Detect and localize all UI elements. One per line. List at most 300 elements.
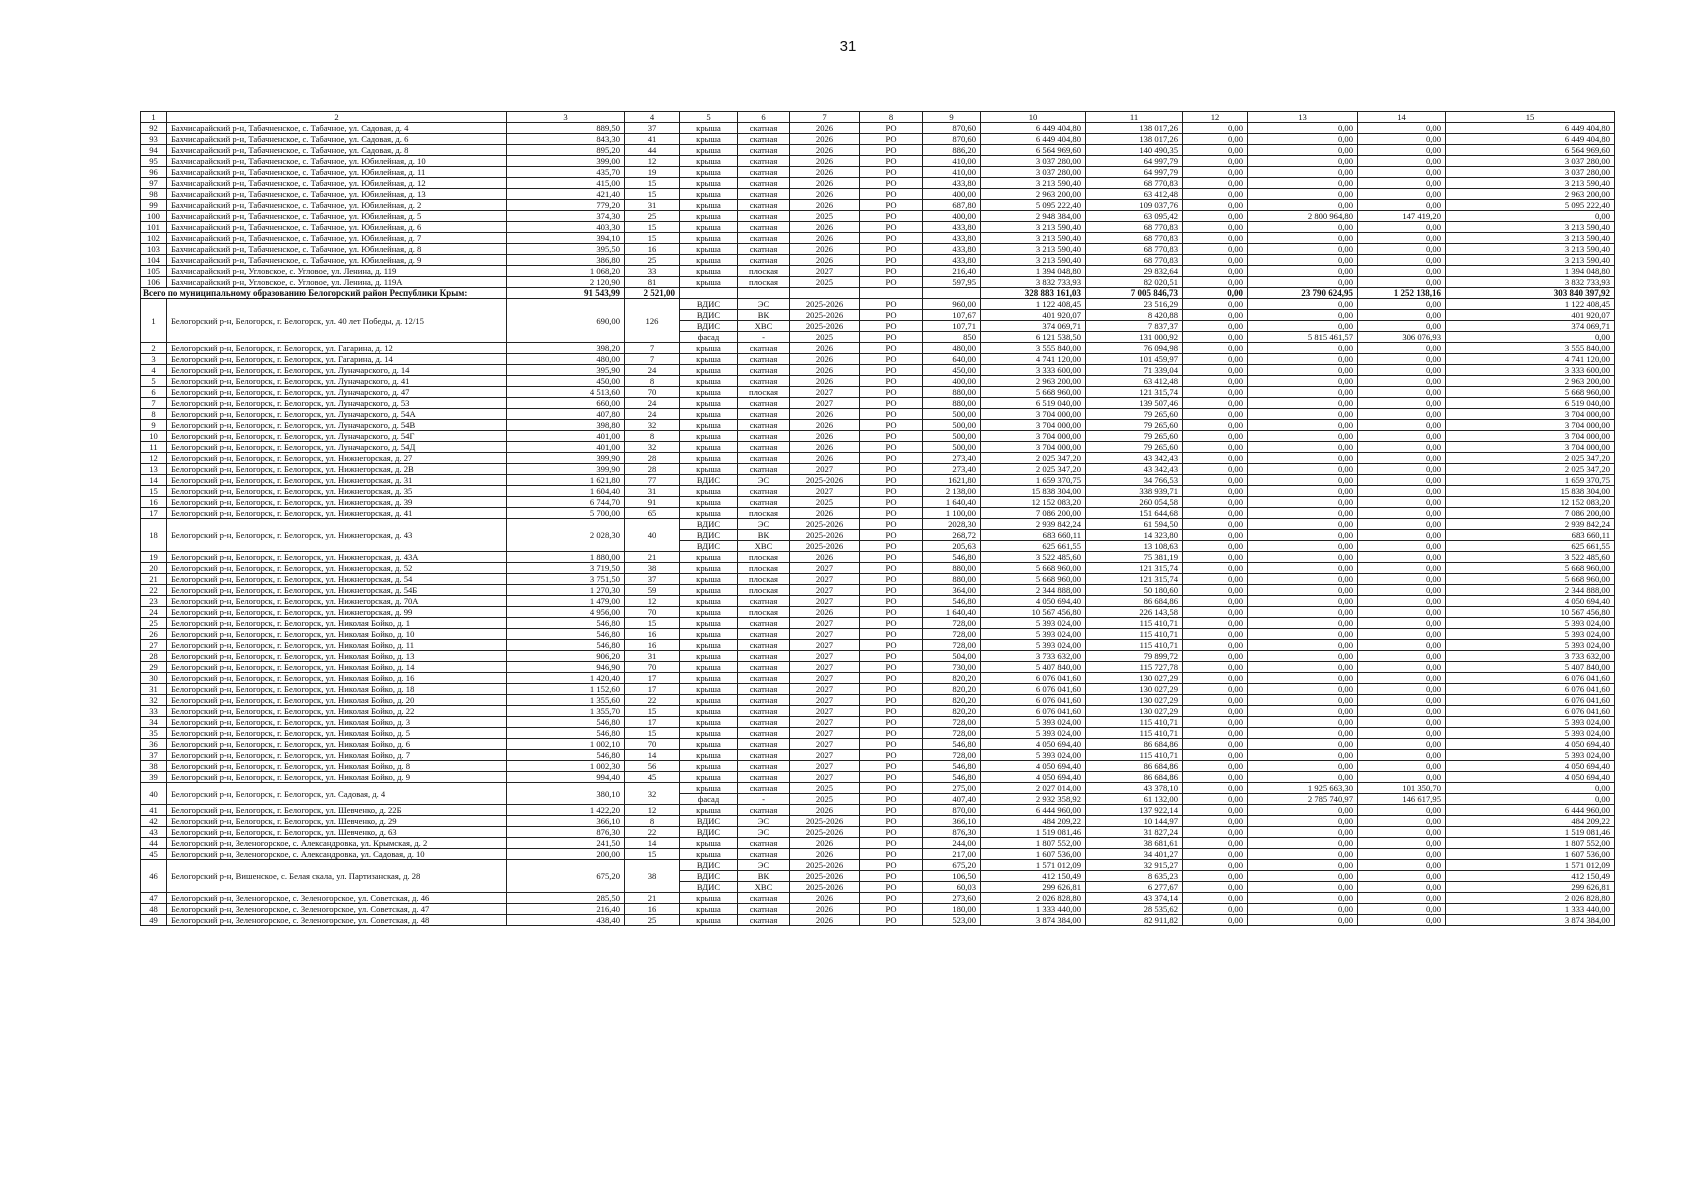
building-address: Бахчисарайский р-н, Табачненское, с. Табачное, ул. Садовая, д. 8 <box>167 145 507 156</box>
building-area: 421,40 <box>507 189 625 200</box>
fund-cost: 0,00 <box>1183 431 1248 442</box>
work-period: 2025-2026 <box>790 860 860 871</box>
work-subtype: скатная <box>738 244 790 255</box>
column-header: 5 <box>680 112 738 123</box>
table-row <box>141 255 1615 266</box>
work-type: крыша <box>680 607 738 618</box>
total-cost: 484 209,22 <box>981 816 1086 827</box>
volume: 546,80 <box>923 761 981 772</box>
work-subtype: скатная <box>738 805 790 816</box>
total-cost: 1 807 552,00 <box>981 838 1086 849</box>
owner-cost: 3 213 590,40 <box>1446 178 1615 189</box>
fund-cost: 0,00 <box>1183 299 1248 310</box>
total-cost: 3 733 632,00 <box>981 651 1086 662</box>
table-row <box>141 651 1615 662</box>
work-subtype: скатная <box>738 838 790 849</box>
row-number: 105 <box>141 266 167 277</box>
federal-cost: 0,00 <box>1248 486 1358 497</box>
volume: 728,00 <box>923 717 981 728</box>
work-subtype: ЭС <box>738 860 790 871</box>
regional-cost: 0,00 <box>1358 365 1446 376</box>
work-subtype: скатная <box>738 684 790 695</box>
work-subtype: скатная <box>738 662 790 673</box>
row-number: 6 <box>141 387 167 398</box>
row-number: 10 <box>141 431 167 442</box>
work-period: 2025 <box>790 794 860 805</box>
table-row <box>141 233 1615 244</box>
regional-cost: 0,00 <box>1358 277 1446 288</box>
table-row <box>141 728 1615 739</box>
funding-source: РО <box>860 761 923 772</box>
building-area: 407,80 <box>507 409 625 420</box>
federal-cost: 0,00 <box>1248 387 1358 398</box>
work-type: крыша <box>680 783 738 794</box>
supervision-cost: 68 770,83 <box>1086 233 1183 244</box>
work-period: 2026 <box>790 431 860 442</box>
table-row <box>141 431 1615 442</box>
building-address: Бахчисарайский р-н, Табачненское, с. Табачное, ул. Юбилейная, д. 8 <box>167 244 507 255</box>
table-row <box>141 453 1615 464</box>
supervision-cost: 13 108,63 <box>1086 541 1183 552</box>
fund-cost: 0,00 <box>1183 574 1248 585</box>
regional-cost: 0,00 <box>1358 266 1446 277</box>
volume: 410,00 <box>923 167 981 178</box>
total-cost: 5 393 024,00 <box>981 750 1086 761</box>
row-number: 27 <box>141 640 167 651</box>
residents-count: 15 <box>625 728 680 739</box>
supervision-cost: 61 594,50 <box>1086 519 1183 530</box>
federal-cost: 0,00 <box>1248 442 1358 453</box>
regional-cost: 0,00 <box>1358 145 1446 156</box>
row-number: 26 <box>141 629 167 640</box>
work-type: крыша <box>680 244 738 255</box>
total-cost: 2 025 347,20 <box>981 464 1086 475</box>
total-cost: 2 344 888,00 <box>981 585 1086 596</box>
funding-source: РО <box>860 717 923 728</box>
building-area: 1 420,40 <box>507 673 625 684</box>
regional-cost: 0,00 <box>1358 244 1446 255</box>
work-period: 2025 <box>790 497 860 508</box>
work-type: крыша <box>680 189 738 200</box>
row-number: 14 <box>141 475 167 486</box>
residents-count: 12 <box>625 805 680 816</box>
regional-cost: 0,00 <box>1358 519 1446 530</box>
fund-cost: 0,00 <box>1183 838 1248 849</box>
volume: 504,00 <box>923 651 981 662</box>
federal-cost: 0,00 <box>1248 365 1358 376</box>
building-area: 438,40 <box>507 915 625 926</box>
regional-cost: 0,00 <box>1358 772 1446 783</box>
building-address: Белогорский р-н, Белогорск, г. Белогорск, ул. Нижнегорская, д. 27 <box>167 453 507 464</box>
work-subtype: ЭС <box>738 519 790 530</box>
work-type: крыша <box>680 365 738 376</box>
table-row <box>141 178 1615 189</box>
owner-cost: 3 037 280,00 <box>1446 156 1615 167</box>
work-period: 2025-2026 <box>790 871 860 882</box>
volume: 876,30 <box>923 827 981 838</box>
work-type: крыша <box>680 453 738 464</box>
owner-cost: 3 213 590,40 <box>1446 222 1615 233</box>
federal-cost: 0,00 <box>1248 497 1358 508</box>
regional-cost: 0,00 <box>1358 706 1446 717</box>
owner-cost: 0,00 <box>1446 794 1615 805</box>
volume: 500,00 <box>923 409 981 420</box>
owner-cost: 3 832 733,93 <box>1446 277 1615 288</box>
regional-cost: 0,00 <box>1358 618 1446 629</box>
federal-cost: 0,00 <box>1248 662 1358 673</box>
fund-cost: 0,00 <box>1183 805 1248 816</box>
federal-cost: 0,00 <box>1248 904 1358 915</box>
owner-cost: 6 564 969,60 <box>1446 145 1615 156</box>
work-type: ВДИС <box>680 816 738 827</box>
work-type: крыша <box>680 695 738 706</box>
fund-cost: 0,00 <box>1183 618 1248 629</box>
work-subtype: скатная <box>738 134 790 145</box>
building-address: Бахчисарайский р-н, Табачненское, с. Табачное, ул. Юбилейная, д. 5 <box>167 211 507 222</box>
owner-cost: 683 660,11 <box>1446 530 1615 541</box>
owner-cost: 3 555 840,00 <box>1446 343 1615 354</box>
federal-cost: 0,00 <box>1248 475 1358 486</box>
table-row <box>141 398 1615 409</box>
funding-source: РО <box>860 508 923 519</box>
residents-count: 21 <box>625 893 680 904</box>
building-area: 4 956,00 <box>507 607 625 618</box>
work-type: крыша <box>680 684 738 695</box>
work-period: 2026 <box>790 552 860 563</box>
work-subtype: скатная <box>738 376 790 387</box>
regional-cost: 0,00 <box>1358 354 1446 365</box>
residents-count: 44 <box>625 145 680 156</box>
residents-count: 33 <box>625 266 680 277</box>
row-number: 102 <box>141 233 167 244</box>
building-address: Белогорский р-н, Вишенское, с. Белая скала, ул. Партизанская, д. 28 <box>167 860 507 893</box>
work-period: 2027 <box>790 563 860 574</box>
volume: 400,00 <box>923 189 981 200</box>
work-type: крыша <box>680 211 738 222</box>
fund-cost: 0,00 <box>1183 662 1248 673</box>
building-address: Белогорский р-н, Белогорск, г. Белогорск, ул. Николая Бойко, д. 11 <box>167 640 507 651</box>
federal-cost: 0,00 <box>1248 618 1358 629</box>
supervision-cost: 130 027,29 <box>1086 684 1183 695</box>
total-cost: 3 213 590,40 <box>981 222 1086 233</box>
table-row <box>141 717 1615 728</box>
work-type: ВДИС <box>680 860 738 871</box>
building-address: Белогорский р-н, Белогорск, г. Белогорск, ул. Нижнегорская, д. 2В <box>167 464 507 475</box>
supervision-cost: 121 315,74 <box>1086 574 1183 585</box>
owner-cost: 5 393 024,00 <box>1446 640 1615 651</box>
fund-cost: 0,00 <box>1183 409 1248 420</box>
volume: 870,60 <box>923 134 981 145</box>
work-subtype: скатная <box>738 486 790 497</box>
work-type: крыша <box>680 343 738 354</box>
building-address: Бахчисарайский р-н, Угловское, с. Угловое, ул. Ленина, д. 119 <box>167 266 507 277</box>
building-area: 380,10 <box>507 783 625 805</box>
row-number: 16 <box>141 497 167 508</box>
column-header: 9 <box>923 112 981 123</box>
residents-count: 37 <box>625 574 680 585</box>
work-subtype: скатная <box>738 915 790 926</box>
work-type: крыша <box>680 849 738 860</box>
volume: 244,00 <box>923 838 981 849</box>
fund-cost: 0,00 <box>1183 376 1248 387</box>
volume: 546,80 <box>923 739 981 750</box>
work-period: 2027 <box>790 640 860 651</box>
funding-source: РО <box>860 189 923 200</box>
owner-cost: 15 838 304,00 <box>1446 486 1615 497</box>
supervision-cost: 29 832,64 <box>1086 266 1183 277</box>
work-period: 2027 <box>790 651 860 662</box>
owner-cost: 3 333 600,00 <box>1446 365 1615 376</box>
volume: 400,00 <box>923 211 981 222</box>
federal-cost: 0,00 <box>1248 233 1358 244</box>
row-number: 4 <box>141 365 167 376</box>
row-number: 92 <box>141 123 167 134</box>
work-subtype: скатная <box>738 728 790 739</box>
total-cost: 2 027 014,00 <box>981 783 1086 794</box>
work-period: 2026 <box>790 508 860 519</box>
building-area: 2 028,30 <box>507 519 625 552</box>
total-cost: 5 393 024,00 <box>981 618 1086 629</box>
building-area: 1 068,20 <box>507 266 625 277</box>
work-type: крыша <box>680 145 738 156</box>
work-subtype: ЭС <box>738 827 790 838</box>
supervision-cost: 76 094,98 <box>1086 343 1183 354</box>
work-subtype: скатная <box>738 772 790 783</box>
regional-cost: 0,00 <box>1358 530 1446 541</box>
work-type: крыша <box>680 893 738 904</box>
column-header: 2 <box>167 112 507 123</box>
residents-count: 19 <box>625 167 680 178</box>
fund-cost: 0,00 <box>1183 651 1248 662</box>
building-address: Белогорский р-н, Белогорск, г. Белогорск, ул. Николая Бойко, д. 8 <box>167 761 507 772</box>
total-cost: 6 449 404,80 <box>981 123 1086 134</box>
regional-cost: 0,00 <box>1358 827 1446 838</box>
funding-source: РО <box>860 640 923 651</box>
table-row <box>141 783 1615 794</box>
regional-cost: 0,00 <box>1358 156 1446 167</box>
table-row <box>141 849 1615 860</box>
residents-count: 32 <box>625 783 680 805</box>
owner-cost: 2 344 888,00 <box>1446 585 1615 596</box>
row-number: 23 <box>141 596 167 607</box>
residents-count: 56 <box>625 761 680 772</box>
table-row <box>141 211 1615 222</box>
regional-cost: 0,00 <box>1358 310 1446 321</box>
total-cost: 374 069,71 <box>981 321 1086 332</box>
owner-cost: 3 213 590,40 <box>1446 255 1615 266</box>
work-period: 2025-2026 <box>790 475 860 486</box>
building-address: Белогорский р-н, Белогорск, г. Белогорск, ул. Луначарского, д. 54А <box>167 409 507 420</box>
work-period: 2025-2026 <box>790 882 860 893</box>
work-type: крыша <box>680 640 738 651</box>
supervision-cost: 7 837,37 <box>1086 321 1183 332</box>
volume: 107,71 <box>923 321 981 332</box>
federal-cost: 0,00 <box>1248 343 1358 354</box>
residents-count: 15 <box>625 178 680 189</box>
total-cost: 4 050 694,40 <box>981 761 1086 772</box>
regional-cost: 0,00 <box>1358 178 1446 189</box>
federal-cost: 0,00 <box>1248 750 1358 761</box>
fund-cost: 0,00 <box>1183 794 1248 805</box>
regional-cost: 0,00 <box>1358 717 1446 728</box>
total-cost: 3 555 840,00 <box>981 343 1086 354</box>
regional-cost: 0,00 <box>1358 321 1446 332</box>
volume: 500,00 <box>923 420 981 431</box>
work-period: 2025-2026 <box>790 541 860 552</box>
fund-cost: 0,00 <box>1183 849 1248 860</box>
residents-count: 24 <box>625 409 680 420</box>
funding-source: РО <box>860 211 923 222</box>
residents-count: 7 <box>625 354 680 365</box>
total-cost: 5 095 222,40 <box>981 200 1086 211</box>
regional-cost: 0,00 <box>1358 838 1446 849</box>
federal-cost: 0,00 <box>1248 222 1358 233</box>
residents-count: 28 <box>625 464 680 475</box>
row-number: 106 <box>141 277 167 288</box>
fund-cost: 0,00 <box>1183 277 1248 288</box>
column-header: 15 <box>1446 112 1615 123</box>
table-row <box>141 365 1615 376</box>
federal-cost: 0,00 <box>1248 761 1358 772</box>
funding-source: РО <box>860 893 923 904</box>
federal-cost: 0,00 <box>1248 354 1358 365</box>
table-row <box>141 695 1615 706</box>
total-cost: 4 741 120,00 <box>981 354 1086 365</box>
funding-source: РО <box>860 277 923 288</box>
residents-count: 14 <box>625 750 680 761</box>
building-address: Белогорский р-н, Белогорск, г. Белогорск, ул. Николая Бойко, д. 1 <box>167 618 507 629</box>
work-subtype: скатная <box>738 409 790 420</box>
work-period: 2026 <box>790 343 860 354</box>
row-number: 96 <box>141 167 167 178</box>
volume: 820,20 <box>923 673 981 684</box>
work-subtype: скатная <box>738 849 790 860</box>
building-area: 895,20 <box>507 145 625 156</box>
work-type: крыша <box>680 222 738 233</box>
work-period: 2027 <box>790 750 860 761</box>
federal-cost: 0,00 <box>1248 860 1358 871</box>
row-number: 32 <box>141 695 167 706</box>
work-type: крыша <box>680 915 738 926</box>
work-type: крыша <box>680 134 738 145</box>
federal-cost: 0,00 <box>1248 299 1358 310</box>
registry-table-body <box>141 112 1615 926</box>
work-subtype: скатная <box>738 761 790 772</box>
volume: 880,00 <box>923 563 981 574</box>
column-header: 14 <box>1358 112 1446 123</box>
supervision-cost: 50 180,60 <box>1086 585 1183 596</box>
residents-count: 8 <box>625 816 680 827</box>
supervision-cost: 130 027,29 <box>1086 695 1183 706</box>
total-cost: 3 704 000,00 <box>981 420 1086 431</box>
building-area: 660,00 <box>507 398 625 409</box>
residents-count: 70 <box>625 387 680 398</box>
row-number: 94 <box>141 145 167 156</box>
work-type: ВДИС <box>680 530 738 541</box>
work-subtype: скатная <box>738 783 790 794</box>
supervision-cost: 151 644,68 <box>1086 508 1183 519</box>
row-number: 21 <box>141 574 167 585</box>
work-type: крыша <box>680 409 738 420</box>
volume: 106,50 <box>923 871 981 882</box>
table-row <box>141 409 1615 420</box>
funding-source: РО <box>860 244 923 255</box>
volume: 880,00 <box>923 398 981 409</box>
work-subtype: скатная <box>738 354 790 365</box>
building-area: 386,80 <box>507 255 625 266</box>
building-address: Белогорский р-н, Белогорск, г. Белогорск, ул. Луначарского, д. 53 <box>167 398 507 409</box>
row-number: 41 <box>141 805 167 816</box>
owner-cost: 1 394 048,80 <box>1446 266 1615 277</box>
total-cost: 4 050 694,40 <box>981 772 1086 783</box>
federal-cost: 0,00 <box>1248 893 1358 904</box>
work-type: крыша <box>680 178 738 189</box>
building-area: 906,20 <box>507 651 625 662</box>
total-cost: 1 394 048,80 <box>981 266 1086 277</box>
total-cost: 5 393 024,00 <box>981 717 1086 728</box>
row-number: 103 <box>141 244 167 255</box>
table-row <box>141 475 1615 486</box>
work-type: фасад <box>680 332 738 343</box>
table-row <box>141 585 1615 596</box>
building-address: Белогорский р-н, Белогорск, г. Белогорск, ул. Нижнегорская, д. 70А <box>167 596 507 607</box>
building-area: 398,20 <box>507 343 625 354</box>
table-row <box>141 596 1615 607</box>
row-number: 48 <box>141 904 167 915</box>
work-type: крыша <box>680 805 738 816</box>
row-number: 47 <box>141 893 167 904</box>
work-period: 2027 <box>790 596 860 607</box>
supervision-cost: 34 766,53 <box>1086 475 1183 486</box>
volume: 870,00 <box>923 805 981 816</box>
volume: 546,80 <box>923 596 981 607</box>
federal-cost: 2 785 740,97 <box>1248 794 1358 805</box>
work-type: ВДИС <box>680 310 738 321</box>
supervision-cost: 338 939,71 <box>1086 486 1183 497</box>
supervision-cost: 115 410,71 <box>1086 728 1183 739</box>
building-address: Бахчисарайский р-н, Угловское, с. Угловое, ул. Ленина, д. 119А <box>167 277 507 288</box>
regional-cost: 0,00 <box>1358 585 1446 596</box>
column-header: 3 <box>507 112 625 123</box>
fund-cost: 0,00 <box>1183 244 1248 255</box>
supervision-cost: 63 412,48 <box>1086 376 1183 387</box>
volume: 850 <box>923 332 981 343</box>
work-subtype: плоская <box>738 552 790 563</box>
table-row <box>141 893 1615 904</box>
table-row <box>141 222 1615 233</box>
owner-cost: 5 407 840,00 <box>1446 662 1615 673</box>
residents-count: 15 <box>625 849 680 860</box>
work-subtype: плоская <box>738 607 790 618</box>
federal-cost: 0,00 <box>1248 585 1358 596</box>
total-cost: 12 152 083,20 <box>981 497 1086 508</box>
volume: 480,00 <box>923 343 981 354</box>
regional-cost: 0,00 <box>1358 376 1446 387</box>
fund-cost: 0,00 <box>1183 442 1248 453</box>
work-period: 2025 <box>790 211 860 222</box>
work-type: крыша <box>680 277 738 288</box>
fund-cost: 0,00 <box>1183 453 1248 464</box>
building-area: 395,50 <box>507 244 625 255</box>
funding-source: РО <box>860 134 923 145</box>
work-period: 2026 <box>790 354 860 365</box>
regional-cost: 146 617,95 <box>1358 794 1446 805</box>
funding-source: РО <box>860 838 923 849</box>
regional-cost: 0,00 <box>1358 486 1446 497</box>
work-period: 2025-2026 <box>790 310 860 321</box>
building-address: Белогорский р-н, Белогорск, г. Белогорск, ул. Луначарского, д. 54Г <box>167 431 507 442</box>
funding-source: РО <box>860 783 923 794</box>
